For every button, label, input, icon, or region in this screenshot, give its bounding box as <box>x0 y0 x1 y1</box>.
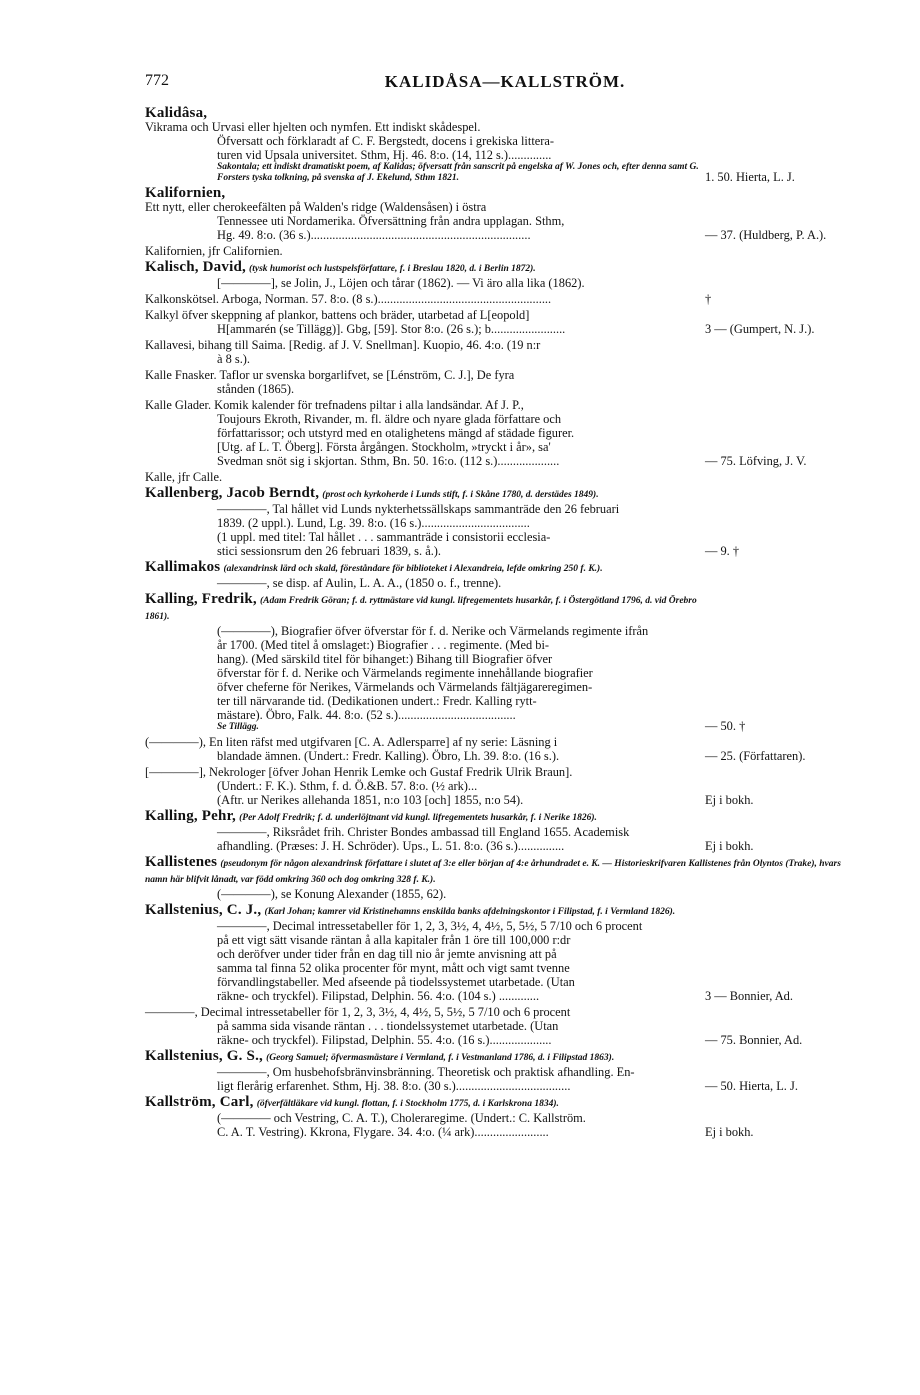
catalog-entry <box>145 1049 865 1093</box>
entry-price: 3 — (Gumpert, N. J.). <box>705 322 815 336</box>
entry-line: ————, se disp. af Aulin, L. A. A., (1850 o. f., trenne). <box>217 576 502 590</box>
entry-headword: Kallstenius, G. S., <box>145 1048 263 1064</box>
entry-line: räkne- och tryckfel). Filipstad, Delphin. 56. 4:o. (104 s.) ............. <box>217 989 540 1003</box>
entry-list <box>145 106 865 1141</box>
entry-headword: Kalling, Fredrik, <box>145 591 257 607</box>
entry-headword: Kallstenius, C. J., <box>145 902 262 918</box>
entry-biography: (pseudonym för någon alexandrinsk författare i slutet af 3:e eller början af 4:e århundradet e. K. — Historieskrifvaren Kallistenes från Olyntos (Trake), hvars namn här blifvit lånadt, var född omkring 360 och dog omkring 328 f. K.). <box>145 859 841 885</box>
entry-first-line <box>145 368 865 382</box>
entry-headword: Kalifornien, <box>145 185 226 201</box>
entry-line: Tennessee uti Nordamerika. Öfversättning från andra upplagan. Sthm, <box>217 214 565 228</box>
entry-line: på ett vigt sätt visande räntan å alla kapitaler från 1 öre till 100,000 r:dr <box>217 933 571 947</box>
entry-biography: (Georg Samuel; öfvermasmästare i Vermland, f. i Vestmanland 1786, d. i Filipstad 1863). <box>266 1053 615 1063</box>
catalog-entry <box>145 592 865 733</box>
entry-headword: Kallström, Carl, <box>145 1094 254 1110</box>
entry-price: 3 — Bonnier, Ad. <box>705 989 793 1003</box>
entry-text: Kalle Fnasker. Taflor ur svenska borgarlifvet, se [Lénström, C. J.], De fyra <box>145 368 515 382</box>
entry-line: och deröfver under tider från en dag till nio år jemte anvisning att på <box>217 947 557 961</box>
entry-first-line <box>145 292 705 306</box>
entry-first-line <box>145 186 705 200</box>
entry-line: Öfversatt och förklaradt af C. F. Bergstedt, docens i grekiska littera- <box>217 134 555 148</box>
entry-first-line <box>145 486 705 502</box>
page-number: 772 <box>145 72 169 89</box>
entry-price: — 75. Bonnier, Ad. <box>705 1033 803 1047</box>
entry-biography: (öfverfältläkare vid kungl. flottan, f. i Stockholm 1775, d. i Karlskrona 1834). <box>256 1099 559 1109</box>
catalog-entry <box>145 106 865 184</box>
entry-first-line <box>145 765 705 779</box>
entry-headword: Kallistenes <box>145 854 218 870</box>
entry-text: ————, Decimal intressetabeller för 1, 2, 3, 3½, 4, 4½, 5, 5½, 5 7/10 och 6 procent <box>145 1005 571 1019</box>
entry-text: (————), En liten räfst med utgifvaren [C. A. Adlersparre] af ny serie: Läsning i <box>145 735 558 749</box>
entry-line: Vikrama och Urvasi eller hjelten och nymfen. Ett indiskt skådespel. <box>145 120 481 134</box>
entry-biography: (prost och kyrkoherde i Lunds stift, f. i Skåne 1780, d. derstädes 1849). <box>322 490 599 500</box>
entry-price: Ej i bokh. <box>705 793 754 807</box>
catalog-entry <box>145 260 865 290</box>
entry-line: öfverstar för f. d. Nerike och Värmelands regimente innehållande biografier <box>217 666 593 680</box>
catalog-entry <box>145 398 865 468</box>
entry-first-line <box>145 398 705 412</box>
entry-line: Svedman snöt sig i skjortan. Sthm, Bn. 50. 16:o. (112 s.).................... <box>217 454 560 468</box>
entry-line: räkne- och tryckfel). Filipstad, Delphin. 55. 4:o. (16 s.).................... <box>217 1033 552 1047</box>
entry-line: stånden (1865). <box>217 382 295 396</box>
entry-line: på samma sida visande räntan . . . tiondelssystemet utarbetade. (Utan <box>217 1019 559 1033</box>
catalog-entry <box>145 338 865 366</box>
entry-price: — 25. (Författaren). <box>705 749 806 763</box>
entry-line: ligt flerårig erfarenhet. Sthm, Hj. 38. 8:o. (30 s.)..................................... <box>217 1079 571 1093</box>
entry-line: turen vid Upsala universitet. Sthm, Hj. 46. 8:o. (14, 112 s.).............. <box>217 148 552 162</box>
catalog-entry <box>145 470 865 484</box>
entry-text: Kalkyl öfver skeppning af plankor, battens och bräder, utarbetad af L[eopold] <box>145 308 530 322</box>
entry-line: (1 uppl. med titel: Tal hållet . . . sammanträde i consistorii ecclesia- <box>217 530 551 544</box>
catalog-entry <box>145 244 865 258</box>
catalog-entry <box>145 292 865 306</box>
entry-first-line <box>145 470 865 484</box>
entry-text: Kallavesi, bihang till Saima. [Redig. af J. V. Snellman]. Kuopio, 46. 4:o. (19 n:r <box>145 338 541 352</box>
entry-line: blandade ämnen. (Undert.: Fredr. Kalling). Öbro, Lh. 39. 8:o. (16 s.). <box>217 749 560 763</box>
entry-first-line <box>145 903 705 919</box>
entry-first-line <box>145 855 865 887</box>
entry-line: ————, Riksrådet frih. Christer Bondes ambassad till England 1655. Academisk <box>217 825 630 839</box>
entry-first-line <box>145 1005 705 1019</box>
entry-line: ————, Tal hållet vid Lunds nykterhetssällskaps sammanträde den 26 februari <box>217 502 620 516</box>
entry-first-line <box>145 260 865 276</box>
entry-price: — 9. † <box>705 544 740 558</box>
entry-price: — 37. (Huldberg, P. A.). <box>705 228 827 242</box>
entry-line: Ett nytt, eller cherokeefälten på Walden's ridge (Waldensåsen) i östra <box>145 200 487 214</box>
entry-biography: (tysk humorist och lustspelsförfattare, f. i Breslau 1820, d. i Berlin 1872). <box>249 264 536 274</box>
entry-line: år 1700. (Med titel å omslaget:) Biografier . . . regimente. (Med bi- <box>217 638 550 652</box>
entry-note: Se Tillägg. <box>217 722 259 732</box>
entry-first-line <box>145 735 705 749</box>
entry-line: författarissor; och utstyrd med en otalighetens mängd af städade figurer. <box>217 426 575 440</box>
entry-line: Toujours Ekroth, Rivander, m. fl. äldre och nyare glada författare och <box>217 412 562 426</box>
entry-price: — 75. Löfving, J. V. <box>705 454 807 468</box>
entry-line: öfver cheferne för Nerikes, Värmelands och Värmelands fältjägareregimen- <box>217 680 593 694</box>
entry-text: [————], Nekrologer [öfver Johan Henrik Lemke och Gustaf Fredrik Ulrik Braun]. <box>145 765 573 779</box>
entry-line: afhandling. (Præses: J. H. Schröder). Ups., L. 51. 8:o. (36 s.)............... <box>217 839 565 853</box>
entry-headword: Kalidâsa, <box>145 105 208 121</box>
entry-price: — 50. † <box>705 719 746 733</box>
catalog-entry <box>145 809 865 853</box>
catalog-entry <box>145 1095 865 1139</box>
entry-line: (———— och Vestring, C. A. T.), Choleraregime. (Undert.: C. Kallström. <box>217 1111 586 1125</box>
entry-first-line <box>145 560 865 576</box>
entry-first-line <box>145 1049 705 1065</box>
catalog-entry <box>145 903 865 1003</box>
entry-line: hang). (Med särskild titel för bihanget:) Bihang till Biografier öfver <box>217 652 553 666</box>
catalog-entry <box>145 308 865 336</box>
entry-first-line <box>145 244 865 258</box>
entry-line: (————), Biografier öfver öfverstar för f. d. Nerike och Värmelands regimente ifrån <box>217 624 649 638</box>
catalog-entry <box>145 855 865 901</box>
entry-first-line <box>145 1095 705 1111</box>
page-header <box>145 72 865 96</box>
entry-line: à 8 s.). <box>217 352 251 366</box>
entry-biography: (alexandrinsk lärd och skald, föreståndare för biblioteket i Alexandreia, lefde omkring 250 f. K.). <box>223 564 603 574</box>
entry-price: 1. 50. Hierta, L. J. <box>705 170 795 184</box>
entry-first-line <box>145 338 865 352</box>
entry-line: H[ammarén (se Tillägg)]. Gbg, [59]. Stor 8:o. (26 s.); b........................ <box>217 322 566 336</box>
entry-first-line <box>145 308 705 322</box>
entry-line: [————], se Jolin, J., Löjen och tårar (1862). — Vi äro alla lika (1862). <box>217 276 585 290</box>
catalog-entry <box>145 486 865 558</box>
entry-first-line <box>145 592 705 624</box>
entry-line: Hg. 49. 8:o. (36 s.)....................................................................... <box>217 228 531 242</box>
entry-text: Kalle Glader. Komik kalender för trefnadens piltar i alla landsändar. Af J. P., <box>145 398 524 412</box>
entry-first-line <box>145 106 705 120</box>
entry-biography: (Adam Fredrik Göran; f. d. ryttmästare vid kungl. lifregementets husarkår, f. i Östergötland 1796, d. vid Örebro 1861). <box>145 596 697 622</box>
entry-biography: (Karl Johan; kamrer vid Kristinehamns enskilda banks afdelningskontor i Filipstad, f. i Vermland 1826). <box>264 907 676 917</box>
entry-line: mästare). Öbro, Falk. 44. 8:o. (52 s.)...................................... <box>217 708 516 722</box>
entry-line: (————), se Konung Alexander (1855, 62). <box>217 887 447 901</box>
entry-text: Kalle, jfr Calle. <box>145 470 223 484</box>
entry-line: [Utg. af L. T. Öberg]. Första årgången. Stockholm, »tryckt i år», sa' <box>217 440 551 454</box>
entry-line: ter till närvarande tid. (Dedikationen undert.: Fredr. Kalling rytt- <box>217 694 537 708</box>
entry-price: Ej i bokh. <box>705 1125 754 1139</box>
entry-line: ————, Decimal intressetabeller för 1, 2, 3, 3½, 4, 4½, 5, 5½, 5 7/10 och 6 procent <box>217 919 643 933</box>
page-title: KALIDÅSA—KALLSTRÖM. <box>384 72 626 91</box>
entry-first-line <box>145 809 705 825</box>
entry-line: förvandlingstabeller. Med afseende på tiodelssystemet utarbetade. (Utan <box>217 975 575 989</box>
entry-price: † <box>705 292 712 306</box>
entry-headword: Kalling, Pehr, <box>145 808 237 824</box>
entry-line: stici sessionsrum den 26 februari 1839, s. å.). <box>217 544 442 558</box>
catalog-entry <box>145 765 865 807</box>
entry-biography: (Per Adolf Fredrik; f. d. underlöjtnant vid kungl. lifregementets husarkår, f. i Nerike 1826). <box>239 813 597 823</box>
entry-line: (Aftr. ur Nerikes allehanda 1851, n:o 103 [och] 1855, n:o 54). <box>217 793 524 807</box>
catalog-entry <box>145 560 865 590</box>
entry-line: 1839. (2 uppl.). Lund, Lg. 39. 8:o. (16 s.)................................... <box>217 516 530 530</box>
entry-line: samma tal finna 52 olika procenter för mynt, mått och vigt samt tvenne <box>217 961 570 975</box>
entry-text: Kalkonskötsel. Arboga, Norman. 57. 8:o. (8 s.)........................................................ <box>145 292 552 306</box>
entry-text: Kalifornien, jfr Californien. <box>145 244 283 258</box>
entry-line: (Undert.: F. K.). Sthm, f. d. Ö.&B. 57. 8:o. (½ ark)... <box>217 779 478 793</box>
entry-price: — 50. Hierta, L. J. <box>705 1079 798 1093</box>
entry-line: C. A. T. Vestring). Kkrona, Flygare. 34. 4:o. (¼ ark)........................ <box>217 1125 549 1139</box>
catalog-entry <box>145 368 865 396</box>
catalog-entry <box>145 735 865 763</box>
entry-price: Ej i bokh. <box>705 839 754 853</box>
entry-note: Sakontala; ett indiskt dramatiskt poem, af Kalidas; öfversatt från sanscrit på engelska af W. Jones och, efter denna samt G. Forsters tyska tolkning, på svenska af J. Ekelund, Sthm 1821. <box>217 162 699 183</box>
catalog-entry <box>145 1005 865 1047</box>
catalog-entry <box>145 186 865 242</box>
entry-headword: Kallenberg, Jacob Berndt, <box>145 485 320 501</box>
entry-line: ————, Om husbehofsbränvinsbränning. Theoretisk och praktisk afhandling. En- <box>217 1065 635 1079</box>
entry-headword: Kallimakos <box>145 559 221 575</box>
entry-headword: Kalisch, David, <box>145 259 246 275</box>
